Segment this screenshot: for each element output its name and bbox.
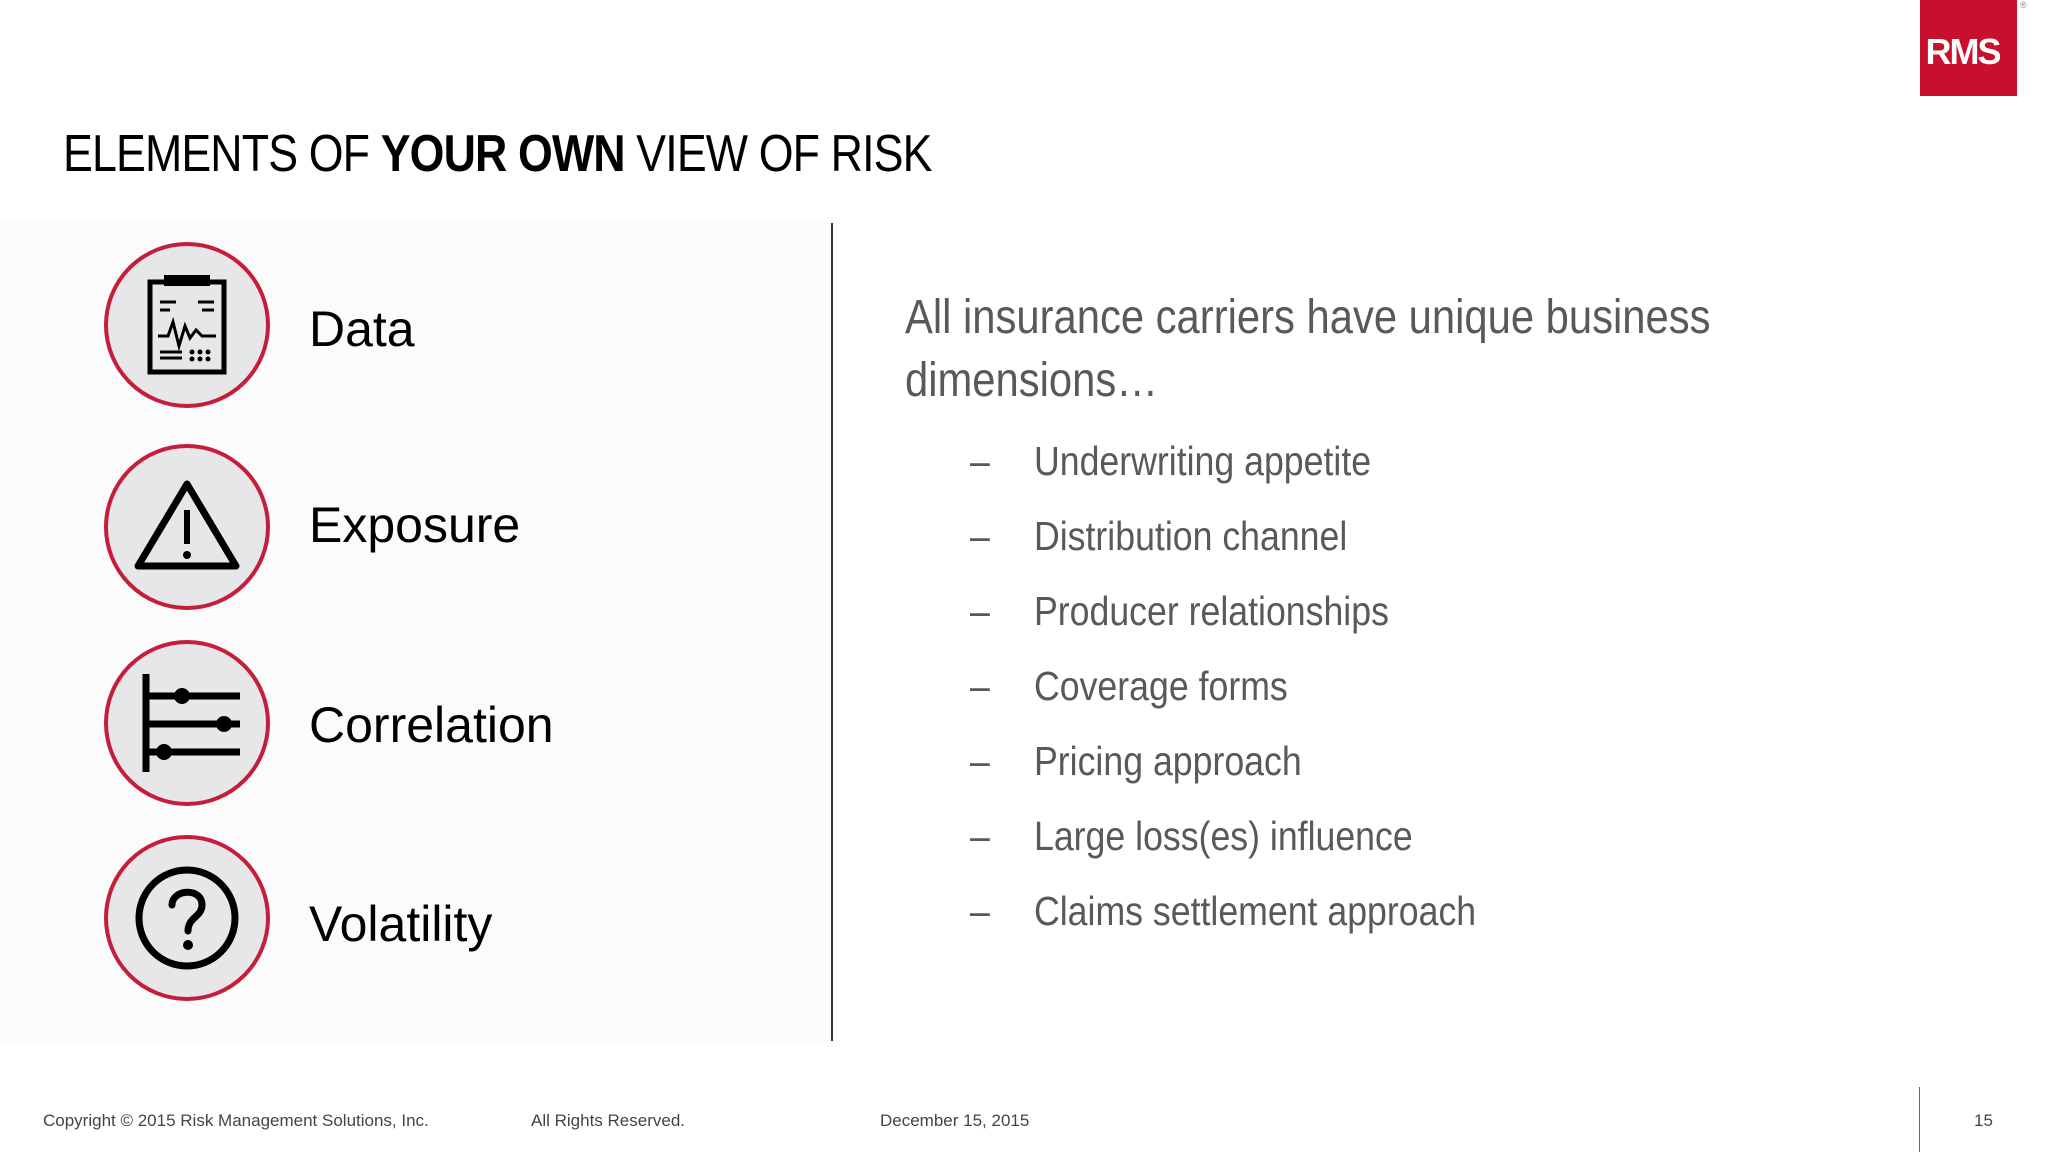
title-prefix: ELEMENTS OF bbox=[63, 125, 381, 183]
registered-mark: ® bbox=[2020, 0, 2027, 10]
bullet-dash: – bbox=[970, 513, 990, 559]
intro-text: All insurance carriers have unique business dimensions… bbox=[905, 291, 1711, 407]
rms-logo bbox=[1920, 0, 2017, 96]
footer-rights: All Rights Reserved. bbox=[531, 1111, 686, 1130]
footer-date: December 15, 2015 bbox=[880, 1111, 1030, 1130]
footer-copyright: Copyright © 2015 Risk Management Solutions, Inc. bbox=[43, 1111, 429, 1130]
element-label: Data bbox=[309, 301, 415, 357]
logo-text: RMS bbox=[1925, 31, 2000, 72]
bullet-dash: – bbox=[970, 813, 990, 859]
bullet-item bbox=[0, 513, 1348, 563]
footer-divider bbox=[1919, 1087, 1920, 1152]
bullet-text: Underwriting appetite bbox=[1034, 438, 1372, 484]
bullet-dash: – bbox=[970, 438, 990, 484]
bullet-item bbox=[0, 738, 1302, 788]
element-label: Exposure bbox=[309, 497, 521, 553]
column-divider bbox=[831, 223, 833, 1041]
element-label: Correlation bbox=[309, 697, 554, 753]
bullet-dash: – bbox=[970, 588, 990, 634]
bullet-dash: – bbox=[970, 738, 990, 784]
bullet-text: Claims settlement approach bbox=[1034, 888, 1477, 934]
title-emphasis: YOUR OWN bbox=[380, 125, 625, 183]
bullet-item bbox=[0, 588, 1389, 638]
bullet-item bbox=[0, 888, 1477, 938]
bullet-text: Distribution channel bbox=[1034, 513, 1348, 559]
slide-title bbox=[63, 124, 932, 184]
bullet-text: Producer relationships bbox=[1034, 588, 1389, 634]
bullet-item bbox=[0, 438, 1372, 488]
bullet-item bbox=[0, 663, 1288, 713]
bullet-text: Coverage forms bbox=[1034, 663, 1288, 709]
title-suffix: VIEW OF RISK bbox=[624, 125, 932, 183]
bullet-text: Pricing approach bbox=[1034, 738, 1302, 784]
bullet-dash: – bbox=[970, 888, 990, 934]
bullet-dash: – bbox=[970, 663, 990, 709]
bullet-text: Large loss(es) influence bbox=[1034, 813, 1413, 859]
page-number: 15 bbox=[1974, 1111, 1993, 1130]
element-data bbox=[0, 242, 820, 422]
clipboard-chart-icon bbox=[104, 242, 270, 408]
bullet-item bbox=[0, 813, 1413, 863]
element-label: Volatility bbox=[309, 896, 493, 952]
